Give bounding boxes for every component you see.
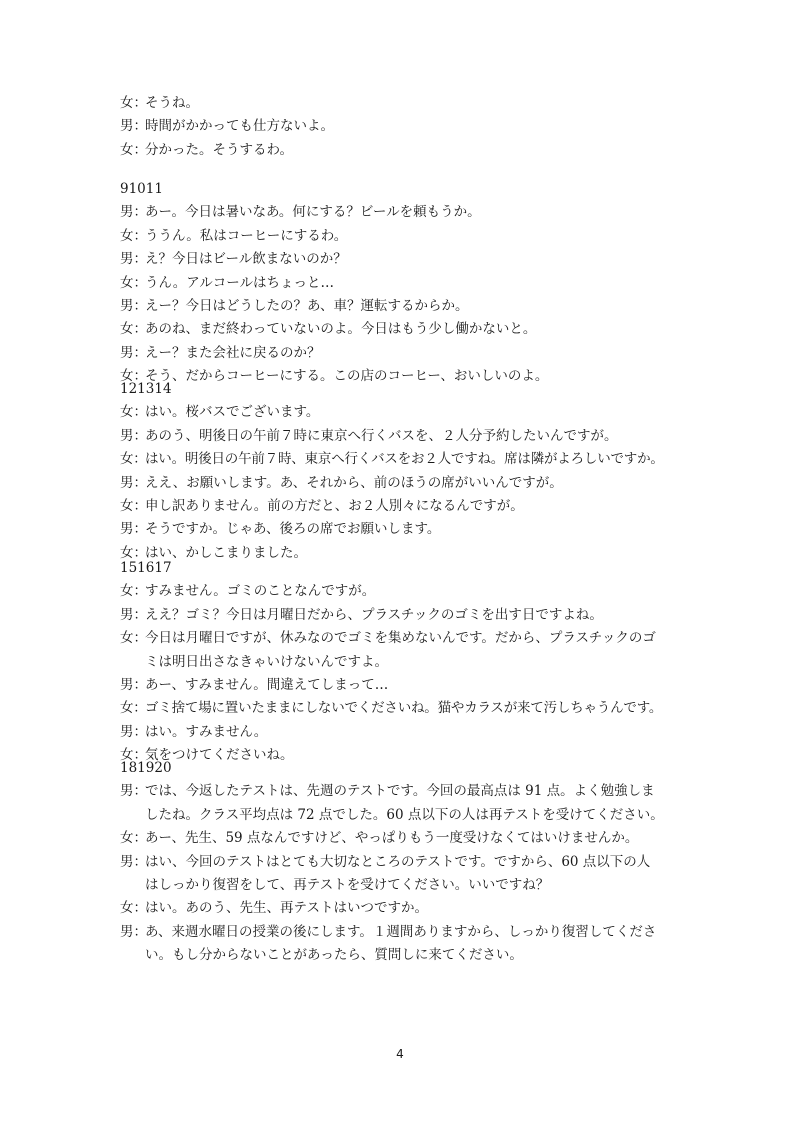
line-text: そうね。: [145, 95, 199, 111]
speaker-label: 男：: [120, 923, 147, 940]
speaker-label: 男：: [120, 677, 147, 694]
speaker-label: 男：: [120, 427, 147, 444]
top-dialogue: [120, 92, 695, 162]
dialogue-line: [120, 780, 695, 803]
line-text: では、今返したテストは、先週のテストです。今回の最高点は 91 点。よく勉強しま: [145, 783, 655, 800]
dialogue-line: [120, 201, 695, 224]
line-text: そうですか。じゃあ、後ろの席でお願いします。: [145, 521, 441, 538]
line-text: そう、だからコーヒーにする。この店のコーヒー、おいしいのよ。: [145, 368, 549, 385]
line-text: えー？また会社に戻るのか？: [145, 344, 321, 361]
speaker-label: 女：: [120, 141, 147, 158]
dialogue-line: [120, 139, 695, 162]
dialogue-line: [120, 472, 695, 495]
line-continuation: はしっかり復習をして、再テストを受けてください。いいですね？: [145, 877, 550, 894]
speaker-label: 女：: [120, 404, 147, 421]
dialogue-line: [120, 604, 695, 627]
line-text: 今日は月曜日ですが、休みなのでゴミを集めないんです。だから、プラスチックのゴ: [145, 630, 656, 647]
dialogue-line: [120, 827, 695, 850]
speaker-label: 女：: [120, 227, 147, 244]
dialogue-line: [120, 721, 695, 744]
speaker-label: 女：: [120, 700, 147, 717]
speaker-label: 女：: [120, 830, 147, 847]
speaker-label: 男：: [120, 251, 147, 268]
dialogue-line: [120, 448, 695, 471]
line-text: ええ？ゴミ？今日は月曜日だから、プラスチックのゴミを出す日ですよね。: [145, 606, 603, 623]
line-text: はい。桜バスでございます。: [145, 404, 320, 421]
speaker-label: 男：: [120, 853, 147, 870]
speaker-label: 男：: [120, 118, 147, 135]
section-121314: [120, 378, 695, 565]
dialogue-line: [120, 897, 695, 920]
dialogue-line: [120, 580, 695, 603]
speaker-label: 女：: [120, 95, 147, 111]
line-text: あのう、明後日の午前７時に東京へ行くバスを、２人分予約したいんですが。: [145, 427, 618, 444]
dialogue-line: [120, 318, 695, 341]
speaker-label: 女：: [120, 544, 147, 561]
speaker-label: 女：: [120, 900, 147, 917]
line-text: 時間がかかっても仕方ないよ。: [145, 118, 334, 135]
section-181920: [120, 757, 695, 968]
dialogue-line: [120, 921, 695, 944]
speaker-label: 女：: [120, 498, 147, 515]
dialogue-line: [120, 674, 695, 697]
line-text: あのね、まだ終わっていないのよ。今日はもう少し働かないと。: [145, 321, 537, 338]
dialogue-line: [120, 627, 695, 650]
dialogue-line: [120, 295, 695, 318]
dialogue-line: [120, 851, 695, 874]
speaker-label: 男：: [120, 298, 147, 315]
line-text: あー、先生、59 点なんですけど、やっぱりもう一度受けなくてはいけませんか。: [145, 830, 639, 847]
line-text: はい。あのう、先生、再テストはいつですか。: [145, 900, 428, 917]
line-continuation: したね。クラス平均点は 72 点でした。60 点以下の人は再テストを受けてください。: [145, 806, 664, 823]
speaker-label: 女：: [120, 368, 147, 385]
speaker-label: 女：: [120, 451, 147, 468]
line-continuation: い。もし分からないことがあったら、質問しに来てください。: [145, 947, 523, 964]
dialogue-line: [120, 92, 695, 115]
line-text: ゴミ捨て場に置いたままにしないでくださいね。猫やカラスが来て汚しちゃうんです。: [145, 700, 663, 717]
line-text: はい。すみません。: [145, 723, 268, 740]
line-text: えー？今日はどうしたの？あ、車？運転するからか。: [145, 298, 469, 315]
section-91011: [120, 178, 695, 389]
dialogue-line: [120, 248, 695, 271]
speaker-label: 男：: [120, 204, 147, 221]
dialogue-line: [120, 342, 695, 365]
speaker-label: 男：: [120, 783, 147, 800]
dialogue-line: [120, 495, 695, 518]
line-text: 申し訳ありません。前の方だと、お２人別々になるんですが。: [145, 498, 524, 515]
speaker-label: 女：: [120, 321, 147, 338]
line-text: はい、かしこまりました。: [145, 544, 307, 561]
line-text: ええ、お願いします。あ、それから、前のほうの席がいいんですが。: [145, 474, 563, 491]
speaker-label: 男：: [120, 723, 147, 740]
line-text: すみません。ゴミのことなんですが。: [145, 583, 376, 600]
speaker-label: 男：: [120, 344, 147, 361]
speaker-label: 女：: [120, 583, 147, 600]
line-text: はい。明後日の午前７時、東京へ行くバスをお２人ですね。席は隣がよろしいですか。: [145, 451, 664, 468]
line-text: ううん。私はコーヒーにするわ。: [145, 227, 348, 244]
line-continuation: ミは明日出さなきゃいけないんですよ。: [145, 653, 388, 670]
line-text: はい、今回のテストはとても大切なところのテストです。ですから、60 点以下の人: [145, 853, 651, 870]
page-number: 4: [396, 1047, 404, 1061]
speaker-label: 女：: [120, 630, 147, 647]
section-number: 91011: [120, 181, 163, 197]
dialogue-line: [120, 115, 695, 138]
dialogue-line: [120, 272, 695, 295]
line-text: あ、来週水曜日の授業の後にします。１週間ありますから、しっかり復習してくださ: [145, 923, 657, 940]
dialogue-line: [120, 697, 695, 720]
speaker-label: 女：: [120, 747, 147, 764]
section-number: 121314: [120, 381, 172, 397]
speaker-label: 男：: [120, 521, 147, 538]
dialogue-line: [120, 401, 695, 424]
line-text: 分かった。そうするわ。: [145, 141, 293, 158]
speaker-label: 女：: [120, 274, 147, 291]
speaker-label: 男：: [120, 606, 147, 623]
section-151617: [120, 557, 695, 768]
line-text: あー、すみません。間違えてしまって…: [145, 677, 389, 694]
dialogue-line: [120, 518, 695, 541]
speaker-label: 男：: [120, 474, 147, 491]
section-number: 151617: [120, 560, 172, 576]
dialogue-line: [120, 425, 695, 448]
line-text: 気をつけてくださいね。: [145, 747, 294, 764]
section-number: 181920: [120, 760, 172, 776]
line-text: え？今日はビール飲まないのか？: [145, 251, 347, 268]
dialogue-line: [120, 225, 695, 248]
line-text: うん。アルコールはちょっと…: [145, 274, 334, 291]
line-text: あー。今日は暑いなあ。何にする？ビールを頼もうか。: [145, 204, 481, 221]
